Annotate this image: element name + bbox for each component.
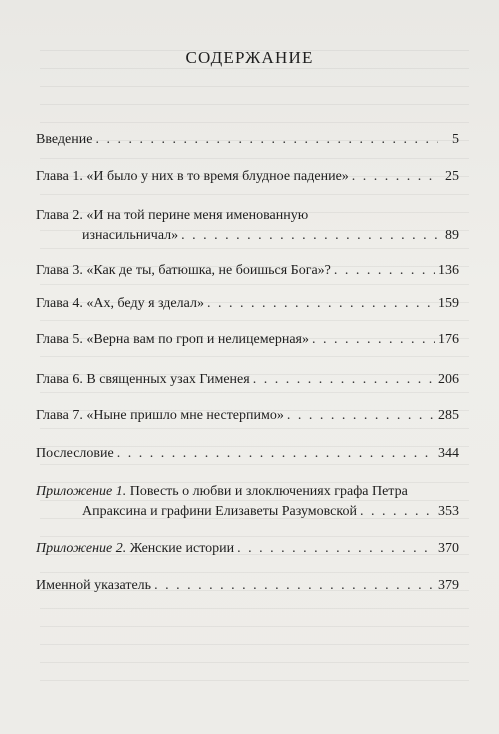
page-number: 25 <box>445 169 459 184</box>
appendix-label: Приложение 1. <box>36 484 127 499</box>
toc-entry-introduction[interactable] <box>36 130 459 150</box>
entry-title: Женские истории <box>129 541 235 556</box>
leader-dots <box>117 444 435 464</box>
toc-entry-appendix-2[interactable] <box>36 539 459 559</box>
page-number: 176 <box>438 332 459 347</box>
toc-entry-appendix-1[interactable] <box>36 482 459 522</box>
leader-dots <box>334 261 435 281</box>
entry-title-line-1: Глава 2. «И на той перине меня именованную <box>36 208 309 223</box>
leader-dots <box>312 330 435 350</box>
page-number: 136 <box>438 263 459 278</box>
entry-title: Глава 7. «Ныне пришло мне нестерпимо» <box>36 408 284 423</box>
entry-title: Глава 6. В священных узах Гименея <box>36 372 250 387</box>
toc-entry-chapter-6[interactable] <box>36 370 459 390</box>
page-number: 159 <box>438 296 459 311</box>
leader-dots <box>237 539 435 559</box>
entry-title-line-2: Апраксина и графини Елизаветы Разумовской <box>82 504 357 519</box>
toc-entry-chapter-2[interactable] <box>36 206 459 246</box>
leader-dots <box>352 167 438 187</box>
page-number: 285 <box>438 408 459 423</box>
entry-title: Послесловие <box>36 446 114 461</box>
leader-dots <box>360 502 435 522</box>
entry-title-line-2: изнасильничал» <box>82 228 179 243</box>
page-number: 206 <box>438 372 459 387</box>
entry-title: Глава 4. «Ах, беду я зделал» <box>36 296 204 311</box>
entry-title: Глава 1. «И было у них в то время блудное падение» <box>36 169 349 184</box>
appendix-label: Приложение 2. <box>36 541 127 556</box>
entry-title: Глава 5. «Верна вам по гроп и нелицемерная» <box>36 332 309 347</box>
page-title: СОДЕРЖАНИЕ <box>185 48 314 67</box>
page-number: 370 <box>438 541 459 556</box>
leader-dots <box>253 370 435 390</box>
page-number: 89 <box>445 228 459 243</box>
entry-title: Именной указатель <box>36 578 152 593</box>
toc-entry-chapter-3[interactable] <box>36 261 459 281</box>
leader-dots <box>207 294 435 314</box>
toc-entry-chapter-1[interactable] <box>36 167 459 187</box>
page-number: 5 <box>452 132 459 147</box>
toc-entry-afterword[interactable] <box>36 444 459 464</box>
page-number: 379 <box>438 578 459 593</box>
leader-dots <box>95 130 438 150</box>
toc-entry-chapter-7[interactable] <box>36 406 459 426</box>
leader-dots <box>154 576 435 596</box>
toc-entry-name-index[interactable] <box>36 576 459 596</box>
leader-dots <box>287 406 435 426</box>
page-number: 353 <box>438 504 459 519</box>
leader-dots <box>181 226 438 246</box>
page-number: 344 <box>438 446 459 461</box>
entry-title: Глава 3. «Как де ты, батюшка, не боишься Бога»? <box>36 263 331 278</box>
toc-entry-chapter-5[interactable] <box>36 330 459 350</box>
entry-title: Введение <box>36 132 93 147</box>
toc-entry-chapter-4[interactable] <box>36 294 459 314</box>
entry-title-line-1: Повесть о любви и злоключениях графа Петра <box>129 484 408 499</box>
